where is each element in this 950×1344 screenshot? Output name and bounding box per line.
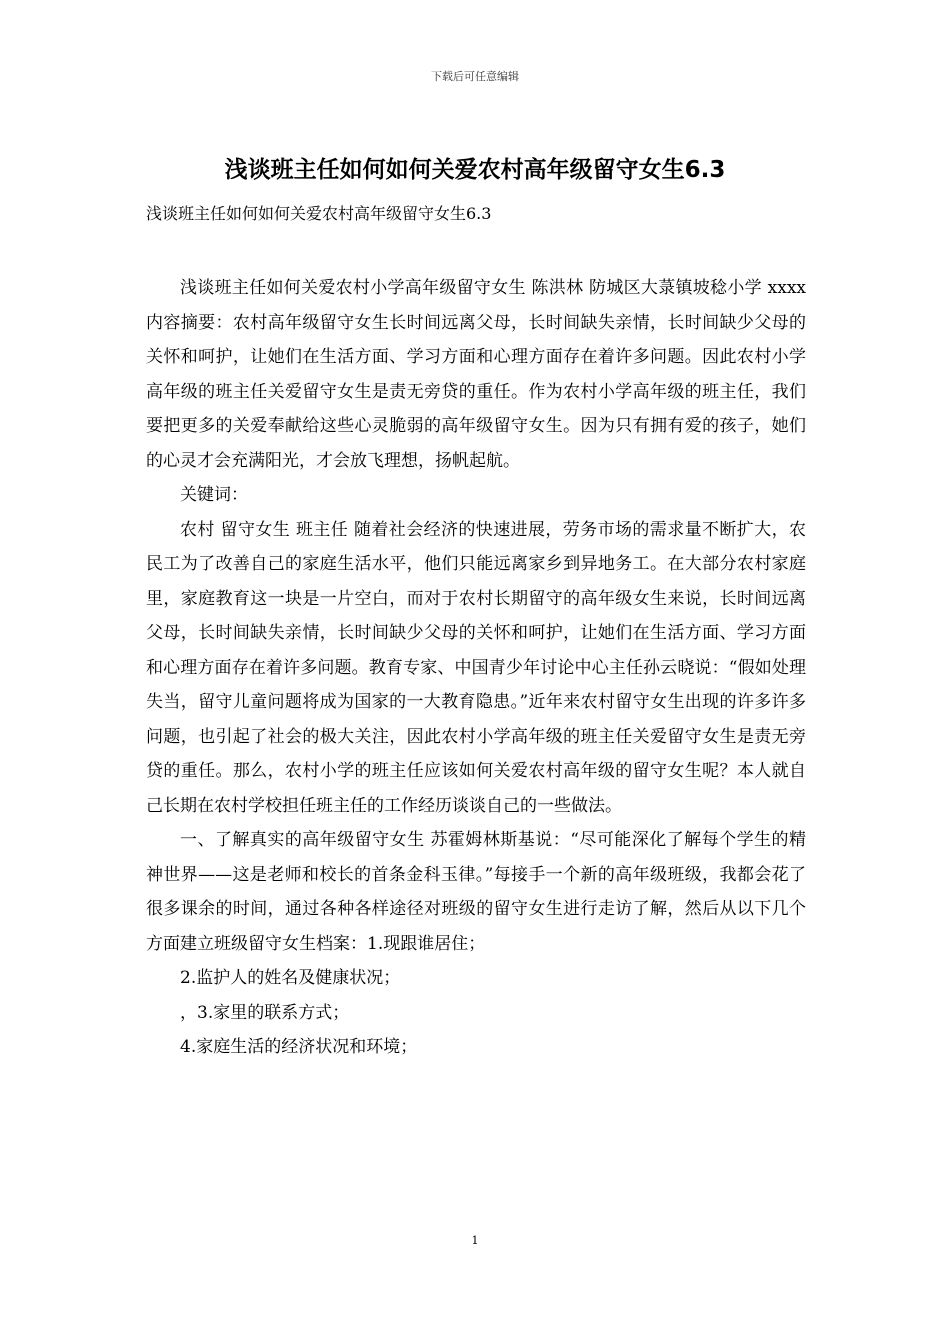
document-subtitle: 浅谈班主任如何如何关爱农村高年级留守女生6.3 bbox=[146, 204, 492, 223]
section-one-paragraph: 一、了解真实的高年级留守女生 苏霍姆林斯基说：“尽可能深化了解每个学生的精神世界——这是老师和校长的首条金科玉律。”每接手一个新的高年级班级，我都会花了很多课余的时间，通过各种各样途径对班级的留守女生进行走访了解，然后从以下几个方面建立班级留守女生档案：1.现跟谁居住； bbox=[146, 830, 806, 954]
list-item: 2.监护人的姓名及健康状况； bbox=[180, 968, 401, 988]
document-body bbox=[146, 271, 806, 1065]
keywords-label: 关键词： bbox=[180, 485, 248, 505]
intro-paragraph: 农村 留守女生 班主任 随着社会经济的快速进展，劳务市场的需求量不断扩大，农民工为了改善自己的家庭生活水平，他们只能远离家乡到异地务工。在大部分农村家庭里，家庭教育这一块是一片空白，而对于农村长期留守的高年级女生来说，长时间远离父母，长时间缺失亲情，长时间缺少父母的关怀和呵护，让她们在生活方面、学习方面和心理方面存在着许多问题。教育专家、中国青少年讨论中心主任孙云晓说：“假如处理失当，留守儿童问题将成为国家的一大教育隐患。”近年来农村留守女生出现的许多许多问题，也引起了社会的极大关注，因此农村小学高年级的班主任关爱留守女生是责无旁贷的重任。那么，农村小学的班主任应该如何关爱农村高年级的留守女生呢？本人就自己长期在农村学校担任班主任的工作经历谈谈自己的一些做法。 bbox=[146, 519, 806, 816]
list-item: 4.家庭生活的经济状况和环境； bbox=[180, 1037, 418, 1057]
abstract-paragraph: 浅谈班主任如何关爱农村小学高年级留守女生 陈洪林 防城区大菉镇坡稔小学 xxxx 内容摘要：农村高年级留守女生长时间远离父母，长时间缺失亲情，长时间缺少父母的关怀和呵护，让她们在生活方面、学习方面和心理方面存在着许多问题。因此农村小学高年级的班主任关爱留守女生是责无旁贷的重任。作为农村小学高年级的班主任，我们要把更多的关爱奉献给这些心灵脆弱的高年级留守女生。因为只有拥有爱的孩子，她们的心灵才会充满阳光，才会放飞理想，扬帆起航。 bbox=[146, 278, 806, 471]
list-item: ，3.家里的联系方式； bbox=[180, 1002, 350, 1023]
page-header: 下载后可任意编辑 bbox=[431, 70, 519, 83]
document-title: 浅谈班主任如何如何关爱农村高年级留守女生6.3 bbox=[224, 157, 726, 183]
page-number: 1 bbox=[471, 1234, 479, 1247]
